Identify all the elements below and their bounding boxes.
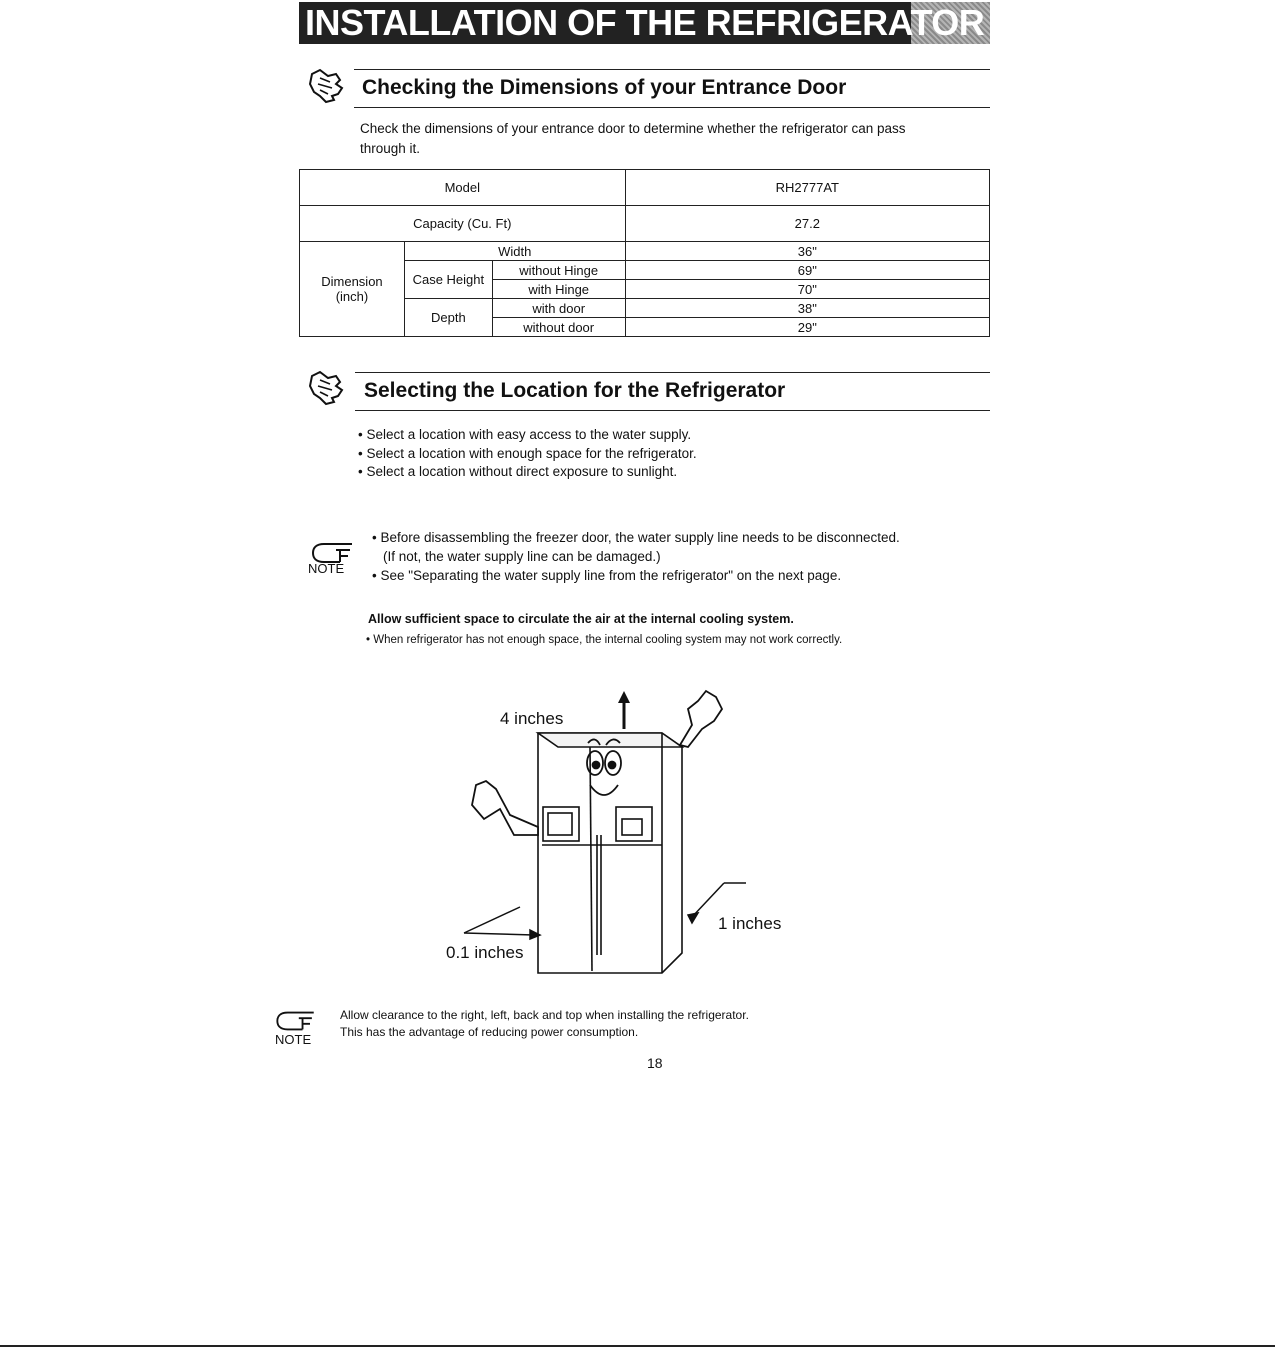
section2-title: Selecting the Location for the Refrigerator bbox=[364, 379, 786, 402]
without-door-label: without door bbox=[492, 318, 625, 337]
back-clearance-label: 1 inches bbox=[718, 914, 782, 933]
width-label: Width bbox=[404, 242, 625, 261]
section1-bottom-rule bbox=[354, 107, 990, 108]
intro-line-2: through it. bbox=[360, 141, 421, 156]
without-hinge-value: 69" bbox=[625, 261, 989, 280]
depth-label: Depth bbox=[404, 299, 492, 337]
dimension-label: Dimension bbox=[321, 274, 383, 289]
note1-line-2: (If not, the water supply line can be damaged.) bbox=[383, 549, 661, 564]
note-label: NOTE bbox=[308, 561, 345, 576]
without-hinge-label: without Hinge bbox=[492, 261, 625, 280]
section2-bottom-rule bbox=[355, 410, 990, 411]
refrigerator-body bbox=[538, 733, 682, 973]
note1-line-3: • See "Separating the water supply line from the refrigerator" on the next page. bbox=[372, 568, 842, 583]
note2-line-1: Allow clearance to the right, left, back and top when installing the refrigerator. bbox=[340, 1008, 749, 1022]
note-hand-icon bbox=[274, 1007, 318, 1035]
dimension-table bbox=[299, 169, 990, 337]
table-row-model bbox=[300, 170, 990, 206]
section2-top-rule bbox=[355, 372, 990, 373]
list-item: • Select a location with easy access to the water supply. bbox=[358, 426, 978, 445]
with-hinge-label: with Hinge bbox=[492, 280, 625, 299]
page-number: 18 bbox=[647, 1055, 663, 1071]
airflow-detail: • When refrigerator has not enough space, the internal cooling system may not work correctly. bbox=[366, 634, 843, 646]
capacity-label: Capacity (Cu. Ft) bbox=[300, 206, 626, 242]
page-banner bbox=[299, 2, 990, 44]
note1-line-1: • Before disassembling the freezer door, the water supply line needs to be disconnected. bbox=[372, 530, 900, 545]
capacity-value: 27.2 bbox=[625, 206, 989, 242]
list-item: • Select a location without direct exposure to sunlight. bbox=[358, 463, 978, 482]
banner-title: INSTALLATION OF THE REFRIGERATOR bbox=[305, 2, 985, 43]
banner-dark-block bbox=[299, 2, 985, 44]
airflow-heading: Allow sufficient space to circulate the air at the internal cooling system. bbox=[368, 612, 794, 626]
pointing-hand-icon bbox=[306, 66, 346, 106]
list-item: • Select a location with enough space for the refrigerator. bbox=[358, 445, 978, 464]
width-value: 36" bbox=[625, 242, 989, 261]
model-value: RH2777AT bbox=[625, 170, 989, 206]
intro-line-1: Check the dimensions of your entrance door to determine whether the refrigerator can pass bbox=[360, 121, 906, 136]
note1-text bbox=[372, 528, 972, 585]
dimension-unit: (inch) bbox=[335, 289, 369, 304]
section1-top-rule bbox=[354, 69, 990, 70]
table-row-width bbox=[300, 242, 990, 261]
table-row-capacity bbox=[300, 206, 990, 242]
with-hinge-value: 70" bbox=[625, 280, 989, 299]
section1-intro bbox=[360, 119, 980, 159]
section1-title: Checking the Dimensions of your Entrance Door bbox=[362, 76, 847, 99]
note2-line-2: This has the advantage of reducing power consumption. bbox=[340, 1025, 639, 1039]
note-label: NOTE bbox=[275, 1032, 312, 1047]
pointing-hand-icon bbox=[306, 368, 346, 408]
note2-text bbox=[340, 1007, 960, 1041]
case-height-label: Case Height bbox=[404, 261, 492, 299]
dimension-label-cell bbox=[300, 242, 405, 337]
location-bullets bbox=[358, 426, 978, 482]
without-door-value: 29" bbox=[625, 318, 989, 337]
model-label: Model bbox=[300, 170, 626, 206]
with-door-value: 38" bbox=[625, 299, 989, 318]
top-clearance-label: 4 inches bbox=[500, 709, 564, 728]
side-clearance-label: 0.1 inches bbox=[446, 943, 524, 962]
up-arrow-icon bbox=[618, 691, 630, 729]
with-door-label: with door bbox=[492, 299, 625, 318]
refrigerator-clearance-illustration bbox=[430, 685, 810, 985]
